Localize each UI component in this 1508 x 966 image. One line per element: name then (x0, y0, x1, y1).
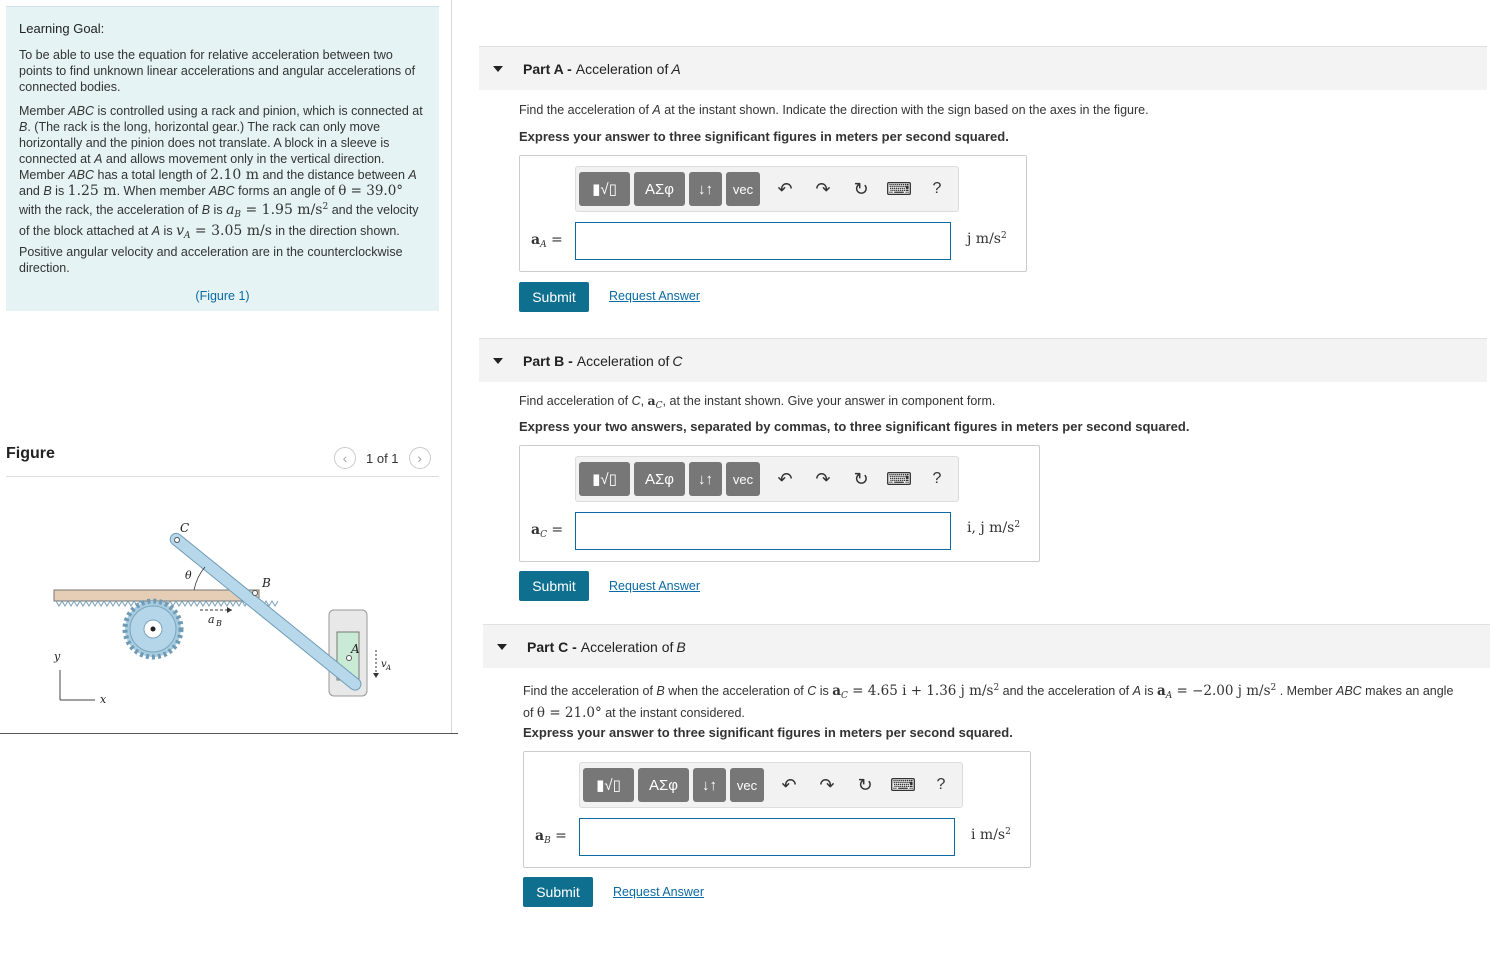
math-toolbar (579, 762, 963, 808)
label-ab: a (208, 613, 215, 626)
part-b-instructions: Express your two answers, separated by commas, to three significant figures in meters per second squared. (519, 419, 1190, 434)
part-c-request-answer-link[interactable]: Request Answer (613, 885, 705, 899)
collapse-icon[interactable] (493, 66, 503, 72)
part-b-unit: i, j $m/s^2$ (967, 520, 1021, 536)
part-a-question: Find the acceleration of A at the instant shown. Indicate the direction with the sign based on the axes in the figure. (519, 103, 1149, 117)
figure-title: Figure (6, 445, 55, 462)
vec-button[interactable]: vec (726, 172, 760, 206)
part-a-variable-label: $a_A$ = (531, 232, 563, 250)
label-a: A (351, 642, 360, 656)
math-toolbar (575, 456, 959, 502)
next-figure-button[interactable]: › (409, 447, 431, 469)
collapse-icon[interactable] (493, 358, 503, 364)
help-icon[interactable]: ? (932, 470, 942, 487)
figure-bottom-rule (0, 733, 458, 734)
svg-text:A: A (386, 664, 392, 672)
prev-figure-button[interactable]: ‹ (334, 447, 356, 469)
part-c-header[interactable]: Part C - Acceleration of B (483, 624, 1490, 668)
redo-icon[interactable]: ↷ (815, 178, 831, 199)
part-a-submit-button[interactable]: Submit (519, 282, 589, 312)
part-b-answer-box (519, 445, 1040, 562)
part-c-instructions: Express your answer to three significant figures in meters per second squared. (523, 725, 1013, 740)
keyboard-icon[interactable]: ⌨ (890, 774, 916, 795)
part-a-answer-input[interactable] (575, 222, 951, 260)
part-b-question: Find acceleration of C, $a_C$, at the instant shown. Give your answer in component form. (519, 393, 996, 411)
learning-goal-text: To be able to use the equation for relative acceleration between two points to find unknown linear accelerations and angular accelerations of connected bodies. (19, 48, 416, 94)
part-a-header[interactable]: Part A - Acceleration of A (479, 46, 1487, 90)
label-va: v (381, 659, 387, 670)
part-c-question: Find the acceleration of B when the acceleration of C is $a_C = 4.65$ i + 1.36 j $m/s^2$ and the acceleration of A is $a_A = -2.00$ j $m/s^2$ . Member ABC makes an angle of θ = 21.0° at the instant considered. (523, 683, 1454, 721)
label-theta: θ (185, 569, 192, 582)
greek-button[interactable]: ΑΣφ (638, 768, 689, 802)
vec-button[interactable]: vec (730, 768, 764, 802)
templates-button[interactable]: ▮√▯ (579, 462, 630, 496)
learning-goal-title: Learning Goal: (19, 21, 105, 36)
reset-icon[interactable]: ↻ (857, 774, 873, 795)
figure-pager (334, 446, 431, 470)
part-b-request-answer-link[interactable]: Request Answer (609, 579, 701, 593)
greek-button[interactable]: ΑΣφ (634, 172, 685, 206)
keyboard-icon[interactable]: ⌨ (886, 178, 912, 199)
reset-icon[interactable]: ↻ (853, 468, 869, 489)
arrows-button[interactable]: ↓↑ (693, 768, 726, 802)
reset-icon[interactable]: ↻ (853, 178, 869, 199)
figure-page-count: 1 of 1 (366, 450, 399, 466)
arrows-button[interactable]: ↓↑ (689, 462, 722, 496)
help-icon[interactable]: ? (936, 776, 946, 793)
part-a-answer-box (519, 155, 1027, 272)
greek-button[interactable]: ΑΣφ (634, 462, 685, 496)
learning-goal-panel (6, 6, 439, 311)
templates-button[interactable]: ▮√▯ (579, 172, 630, 206)
label-c: C (180, 521, 190, 535)
axis-x-label: x (100, 693, 107, 706)
panel-divider (451, 440, 452, 734)
part-b-header[interactable]: Part B - Acceleration of C (479, 338, 1487, 382)
part-b-answer-input[interactable] (575, 512, 951, 550)
svg-text:B: B (216, 619, 222, 628)
help-icon[interactable]: ? (932, 180, 942, 197)
part-c-variable-label: $a_B$ = (535, 828, 567, 846)
undo-icon[interactable]: ↶ (777, 178, 793, 199)
figure-rule (6, 476, 439, 477)
panel-divider (451, 0, 452, 440)
arrows-button[interactable]: ↓↑ (689, 172, 722, 206)
theta-arc (194, 567, 205, 590)
part-b-submit-button[interactable]: Submit (519, 571, 589, 601)
redo-icon[interactable]: ↷ (819, 774, 835, 795)
part-a-unit: j $m/s^2$ (967, 231, 1007, 247)
undo-icon[interactable]: ↶ (777, 468, 793, 489)
undo-icon[interactable]: ↶ (781, 774, 797, 795)
mechanism-figure (0, 480, 450, 730)
keyboard-icon[interactable]: ⌨ (886, 468, 912, 489)
label-b: B (262, 576, 271, 590)
axis-y-label: y (54, 650, 61, 663)
vec-button[interactable]: vec (726, 462, 760, 496)
part-c-unit: i $m/s^2$ (971, 827, 1011, 843)
part-a-request-answer-link[interactable]: Request Answer (609, 289, 701, 303)
part-b-variable-label: $a_C$ = (531, 522, 564, 540)
templates-button[interactable]: ▮√▯ (583, 768, 634, 802)
figure-link[interactable]: (Figure 1) (195, 289, 250, 303)
part-c-submit-button[interactable]: Submit (523, 877, 593, 907)
redo-icon[interactable]: ↷ (815, 468, 831, 489)
pinion-gear (125, 601, 181, 657)
problem-statement: Member ABC is controlled using a rack and pinion, which is connected at B. (The rack is the long, horizontal gear.) The rack can only move horizontally and the pinion does not translate. A block in a sleeve is connected at A and allows movement only in the vertical direction. Member ABC has a total length of 2.10 m and the distance between A and B is 1.25 m. When member ABC forms an angle of θ = 39.0° with the rack, the acceleration of B is $a_B = 1.95$ $m/s^2$ and the velocity of the block attached at A is $v_A = 3.05$ m/s in the direction shown. Positive angular velocity and acceleration are in the counterclockwise direction. (19, 104, 423, 275)
part-a-instructions: Express your answer to three significant figures in meters per second squared. (519, 129, 1009, 144)
math-toolbar (575, 166, 959, 212)
rack (54, 590, 259, 601)
part-c-answer-input[interactable] (579, 818, 955, 856)
collapse-icon[interactable] (497, 644, 507, 650)
part-c-answer-box (523, 751, 1031, 868)
